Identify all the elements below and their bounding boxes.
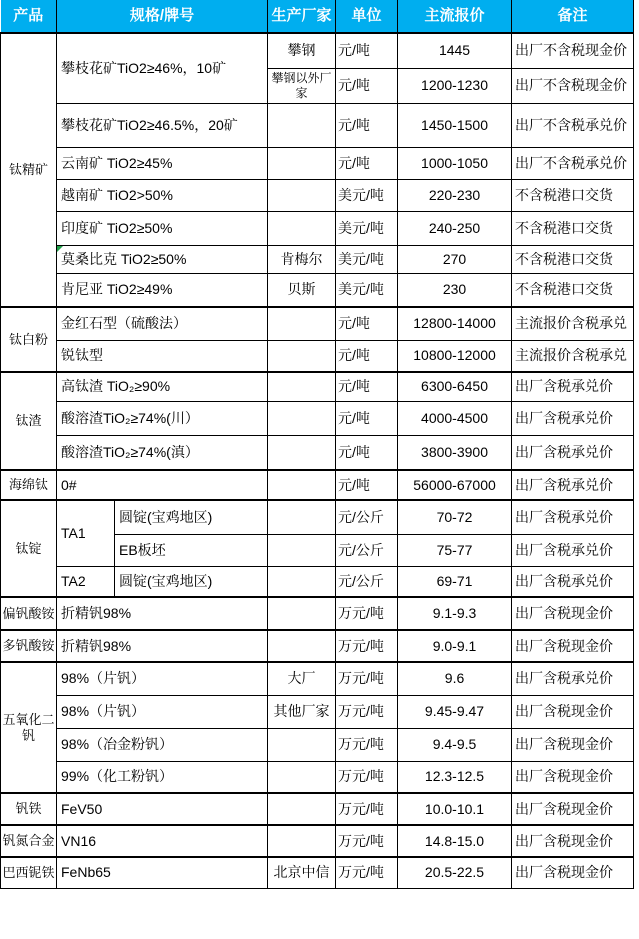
cell-unit: 元/吨 — [336, 401, 398, 435]
table-row — [1, 857, 634, 888]
price-table-header — [1, 0, 634, 33]
cell-product: 钒氮合金 — [1, 825, 57, 857]
cell-price: 10.0-10.1 — [398, 793, 512, 825]
cell-spec-grade: 肯尼亚 TiO2≥49% — [57, 273, 268, 307]
cell-unit: 万元/吨 — [336, 728, 398, 761]
cell-manufacturer — [268, 103, 336, 147]
cell-product: 钛白粉 — [1, 307, 57, 372]
header-manufacturer: 生产厂家 — [268, 0, 336, 33]
cell-manufacturer — [268, 728, 336, 761]
cell-manufacturer — [268, 470, 336, 500]
cell-spec-grade: 印度矿 TiO2≥50% — [57, 211, 268, 245]
cell-remark: 不含税港口交货 — [512, 245, 634, 273]
cell-manufacturer: 肯梅尔 — [268, 245, 336, 273]
cell-unit: 元/吨 — [336, 103, 398, 147]
cell-remark: 出厂含税承兑价 — [512, 566, 634, 597]
table-row — [1, 103, 634, 147]
cell-unit: 美元/吨 — [336, 179, 398, 211]
cell-price: 270 — [398, 245, 512, 273]
header-remark: 备注 — [512, 0, 634, 33]
cell-remark: 不含税港口交货 — [512, 211, 634, 245]
cell-remark: 出厂含税承兑价 — [512, 435, 634, 470]
cell-price: 10800-12000 — [398, 340, 512, 372]
cell-unit: 万元/吨 — [336, 695, 398, 728]
cell-price: 12800-14000 — [398, 307, 512, 340]
cell-unit: 元/吨 — [336, 372, 398, 401]
cell-unit: 万元/吨 — [336, 857, 398, 888]
cell-price: 1445 — [398, 33, 512, 68]
cell-spec-grade: 高钛渣 TiO₂≥90% — [57, 372, 268, 401]
table-row — [1, 500, 634, 534]
cell-manufacturer — [268, 534, 336, 566]
cell-price: 14.8-15.0 — [398, 825, 512, 857]
cell-manufacturer — [268, 761, 336, 793]
table-row — [1, 630, 634, 662]
cell-unit: 万元/吨 — [336, 825, 398, 857]
cell-unit: 万元/吨 — [336, 761, 398, 793]
cell-spec-grade: 云南矿 TiO2≥45% — [57, 147, 268, 179]
cell-unit: 元/吨 — [336, 435, 398, 470]
cell-spec-grade: 98%（冶金粉钒） — [57, 728, 268, 761]
cell-unit: 元/公斤 — [336, 534, 398, 566]
table-row — [1, 33, 634, 68]
cell-manufacturer — [268, 435, 336, 470]
cell-product: 多钒酸铵 — [1, 630, 57, 662]
cell-spec-grade: 0# — [57, 470, 268, 500]
table-row — [1, 307, 634, 340]
cell-price: 3800-3900 — [398, 435, 512, 470]
cell-spec-grade: 金红石型（硫酸法） — [57, 307, 268, 340]
header-unit: 单位 — [336, 0, 398, 33]
cell-spec-grade: 98%（片钒） — [57, 695, 268, 728]
cell-remark: 主流报价含税承兑 — [512, 340, 634, 372]
cell-spec-grade: TA1 — [57, 500, 115, 566]
cell-unit: 元/吨 — [336, 68, 398, 103]
cell-product: 钒铁 — [1, 793, 57, 825]
cell-spec-grade: 攀枝花矿TiO2≥46.5%，20矿 — [57, 103, 268, 147]
cell-manufacturer — [268, 793, 336, 825]
cell-remark: 出厂不含税承兑价 — [512, 103, 634, 147]
cell-unit: 元/吨 — [336, 340, 398, 372]
cell-unit: 元/吨 — [336, 147, 398, 179]
cell-manufacturer — [268, 179, 336, 211]
cell-spec-grade: 折精钒98% — [57, 597, 268, 630]
cell-spec-grade: FeNb65 — [57, 857, 268, 888]
cell-unit: 美元/吨 — [336, 211, 398, 245]
cell-spec-grade: 锐钛型 — [57, 340, 268, 372]
cell-price: 240-250 — [398, 211, 512, 245]
cell-unit: 元/吨 — [336, 307, 398, 340]
cell-manufacturer: 大厂 — [268, 662, 336, 695]
cell-manufacturer — [268, 211, 336, 245]
cell-price: 6300-6450 — [398, 372, 512, 401]
cell-unit: 元/公斤 — [336, 566, 398, 597]
cell-price: 9.1-9.3 — [398, 597, 512, 630]
table-row — [1, 793, 634, 825]
table-row — [1, 695, 634, 728]
cell-product: 海绵钛 — [1, 470, 57, 500]
cell-spec-grade: 98%（片钒） — [57, 662, 268, 695]
cell-manufacturer: 其他厂家 — [268, 695, 336, 728]
cell-manufacturer: 贝斯 — [268, 273, 336, 307]
cell-manufacturer — [268, 630, 336, 662]
cell-price: 56000-67000 — [398, 470, 512, 500]
cell-price: 1450-1500 — [398, 103, 512, 147]
cell-remark: 出厂不含税现金价 — [512, 68, 634, 103]
table-row — [1, 273, 634, 307]
cell-remark: 出厂含税现金价 — [512, 793, 634, 825]
cell-product: 五氧化二钒 — [1, 662, 57, 793]
cell-spec-grade: 99%（化工粉钒） — [57, 761, 268, 793]
cell-price: 230 — [398, 273, 512, 307]
cell-product: 巴西铌铁 — [1, 857, 57, 888]
cell-unit: 元/吨 — [336, 470, 398, 500]
cell-price: 12.3-12.5 — [398, 761, 512, 793]
cell-product: 偏钒酸铵 — [1, 597, 57, 630]
cell-manufacturer: 攀钢以外厂家 — [268, 68, 336, 103]
table-row — [1, 470, 634, 500]
cell-manufacturer — [268, 566, 336, 597]
table-row — [1, 761, 634, 793]
header-price: 主流报价 — [398, 0, 512, 33]
cell-manufacturer — [268, 401, 336, 435]
cell-price: 20.5-22.5 — [398, 857, 512, 888]
cell-price: 9.6 — [398, 662, 512, 695]
cell-spec-grade: VN16 — [57, 825, 268, 857]
cell-remark: 出厂含税现金价 — [512, 857, 634, 888]
cell-remark: 出厂含税现金价 — [512, 630, 634, 662]
cell-remark: 出厂含税承兑价 — [512, 470, 634, 500]
cell-spec-grade: TA2 — [57, 566, 115, 597]
table-row — [1, 245, 634, 273]
cell-remark: 出厂不含税承兑价 — [512, 147, 634, 179]
cell-spec-grade: 莫桑比克 TiO2≥50% — [57, 245, 268, 273]
cell-price: 1000-1050 — [398, 147, 512, 179]
table-row — [1, 728, 634, 761]
cell-product: 钛渣 — [1, 372, 57, 470]
table-row — [1, 211, 634, 245]
table-row — [1, 825, 634, 857]
cell-price: 1200-1230 — [398, 68, 512, 103]
header-product: 产品 — [1, 0, 57, 33]
cell-spec-grade: 越南矿 TiO2>50% — [57, 179, 268, 211]
table-row — [1, 340, 634, 372]
cell-remark: 出厂含税承兑价 — [512, 534, 634, 566]
cell-remark: 出厂含税承兑价 — [512, 662, 634, 695]
cell-spec-grade: 酸溶渣TiO₂≥74%(滇） — [57, 435, 268, 470]
cell-remark: 出厂含税承兑价 — [512, 372, 634, 401]
cell-remark: 出厂含税现金价 — [512, 695, 634, 728]
cell-remark: 不含税港口交货 — [512, 273, 634, 307]
cell-remark: 主流报价含税承兑 — [512, 307, 634, 340]
table-row — [1, 372, 634, 401]
table-row — [1, 597, 634, 630]
cell-unit: 美元/吨 — [336, 245, 398, 273]
cell-spec-form: 圆锭(宝鸡地区) — [115, 500, 268, 534]
cell-product: 钛精矿 — [1, 33, 57, 307]
header-spec: 规格/牌号 — [57, 0, 268, 33]
cell-manufacturer — [268, 372, 336, 401]
cell-unit: 元/吨 — [336, 33, 398, 68]
cell-remark: 出厂不含税现金价 — [512, 33, 634, 68]
cell-spec-grade: FeV50 — [57, 793, 268, 825]
cell-manufacturer — [268, 307, 336, 340]
table-row — [1, 147, 634, 179]
cell-price: 70-72 — [398, 500, 512, 534]
cell-unit: 万元/吨 — [336, 793, 398, 825]
cell-manufacturer — [268, 340, 336, 372]
cell-remark: 出厂含税承兑价 — [512, 500, 634, 534]
cell-spec-form: 圆锭(宝鸡地区) — [115, 566, 268, 597]
cell-price: 220-230 — [398, 179, 512, 211]
cell-price: 4000-4500 — [398, 401, 512, 435]
price-table-body — [1, 33, 634, 888]
cell-manufacturer — [268, 500, 336, 534]
cell-manufacturer — [268, 825, 336, 857]
cell-remark: 出厂含税现金价 — [512, 825, 634, 857]
cell-remark: 出厂含税现金价 — [512, 728, 634, 761]
table-row — [1, 566, 634, 597]
cell-spec-grade: 酸溶渣TiO₂≥74%(川） — [57, 401, 268, 435]
cell-remark: 出厂含税现金价 — [512, 761, 634, 793]
cell-unit: 万元/吨 — [336, 630, 398, 662]
cell-price: 9.0-9.1 — [398, 630, 512, 662]
table-row — [1, 401, 634, 435]
cell-price: 9.45-9.47 — [398, 695, 512, 728]
cell-unit: 万元/吨 — [336, 597, 398, 630]
table-row — [1, 662, 634, 695]
cell-unit: 万元/吨 — [336, 662, 398, 695]
cell-spec-form: EB板坯 — [115, 534, 268, 566]
cell-unit: 美元/吨 — [336, 273, 398, 307]
cell-price: 9.4-9.5 — [398, 728, 512, 761]
cell-spec-grade: 折精钒98% — [57, 630, 268, 662]
cell-manufacturer: 攀钢 — [268, 33, 336, 68]
cell-manufacturer — [268, 597, 336, 630]
cell-price: 69-71 — [398, 566, 512, 597]
table-row — [1, 435, 634, 470]
comment-flag-icon — [57, 246, 63, 252]
cell-remark: 不含税港口交货 — [512, 179, 634, 211]
cell-manufacturer — [268, 147, 336, 179]
cell-manufacturer: 北京中信 — [268, 857, 336, 888]
cell-remark: 出厂含税承兑价 — [512, 401, 634, 435]
table-row — [1, 179, 634, 211]
cell-price: 75-77 — [398, 534, 512, 566]
cell-product: 钛锭 — [1, 500, 57, 597]
cell-remark: 出厂含税现金价 — [512, 597, 634, 630]
cell-unit: 元/公斤 — [336, 500, 398, 534]
cell-spec-grade: 攀枝花矿TiO2≥46%，10矿 — [57, 33, 268, 103]
